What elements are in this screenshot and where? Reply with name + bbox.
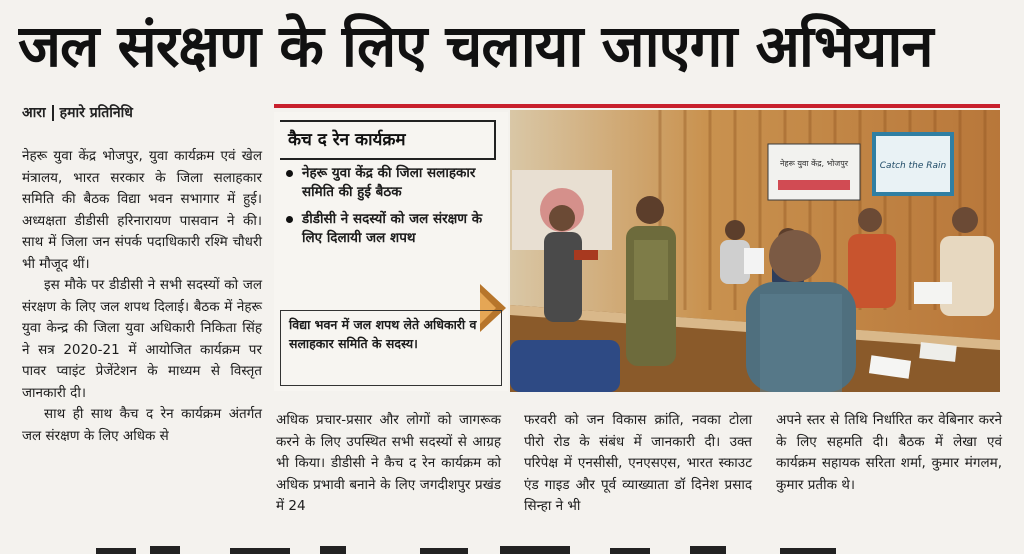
- byline-separator: [52, 105, 54, 121]
- article-column-4: [776, 410, 1002, 496]
- paragraph: इस मौके पर डीडीसी ने सभी सदस्यों को जल संरक्षण के लिए जल शपथ दिलाई। बैठक में नेहरू युवा केन्द्र की जिला युवा अधिकारी निकिता सिंह ने सत्र 2020-21 में आयोजित कार्यक्रम पर पावर प्वाइंट प्रेजेंटेशन के माध्यम से विस्तृत जानकारी दी।: [22, 277, 262, 401]
- highlight-bullet: नेहरू युवा केंद्र की जिला सलाहकार समिति की हुई बैठक: [280, 164, 502, 202]
- paragraph: नेहरू युवा केंद्र भोजपुर, युवा कार्यक्रम एवं खेल मंत्रालय, भारत सरकार के जिला सलाहकार समिति की बैठक विद्या भवन सभागार में हुई। अध्यक्षता डीडीसी हरिनारायण पासवान ने की। साथ में जिला जन संपर्क पदाधिकारी रश्मि चौधरी भी मौजूद थीं।: [22, 148, 262, 272]
- highlight-title: कैच द रेन कार्यक्रम: [280, 120, 496, 160]
- banner-text-right: Catch the Rain: [879, 161, 947, 171]
- byline-reporter: हमारे प्रतिनिधि: [59, 105, 133, 121]
- paragraph: साथ ही साथ कैच द रेन कार्यक्रम अंतर्गत जल संरक्षण के लिए अधिक से: [22, 406, 262, 444]
- cropped-text-edge: [0, 538, 1024, 554]
- article-column-1: [22, 146, 262, 447]
- highlight-list: [280, 164, 502, 256]
- next-article-edge: [0, 538, 1024, 554]
- paragraph: अधिक प्रचार-प्रसार और लोगों को जागरूक करने के लिए उपस्थित सभी सदस्यों से आग्रह भी किया। डीडीसी ने कैच द रेन कार्यक्रम को अधिक प्रभावी बनाने के लिए जगदीशपुर प्रखंड में 24: [276, 412, 501, 514]
- highlight-bullet: डीडीसी ने सदस्यों को जल संरक्षण के लिए दिलायी जल शपथ: [280, 210, 502, 248]
- article-column-3: [524, 410, 752, 518]
- highlight-box: [274, 112, 508, 391]
- paragraph: फरवरी को जन विकास क्रांति, नवका टोला पीरो रोड के संबंध में जानकारी दी। उक्त परिपेक्ष में एनसीसी, एनएसएस, भारत स्काउट एंड गाइड और पूर्व व्याख्याता डॉ दिनेश प्रसाद सिन्हा ने भी: [524, 412, 752, 514]
- meeting-photo-illustration: [510, 110, 1000, 392]
- paragraph: अपने स्तर से तिथि निर्धारित कर वेबिनार करने के लिए सहमति दी। बैठक में लेखा एवं कार्यक्रम सहायक सरिता शर्मा, कुमार मंगलम, कुमार प्रतीक थे।: [776, 412, 1002, 493]
- byline: [22, 103, 133, 122]
- accent-rule: [274, 104, 1000, 108]
- headline: जल संरक्षण के लिए चलाया जाएगा अभियान: [18, 12, 933, 80]
- article-column-2: [276, 410, 501, 518]
- banner-text-left: नेहरू युवा केंद्र, भोजपुर: [779, 159, 849, 168]
- byline-place: आरा: [22, 105, 46, 121]
- news-photo: [510, 110, 1000, 392]
- photo-caption: विद्या भवन में जल शपथ लेते अधिकारी व सलाहकार समिति के सदस्य।: [280, 310, 502, 386]
